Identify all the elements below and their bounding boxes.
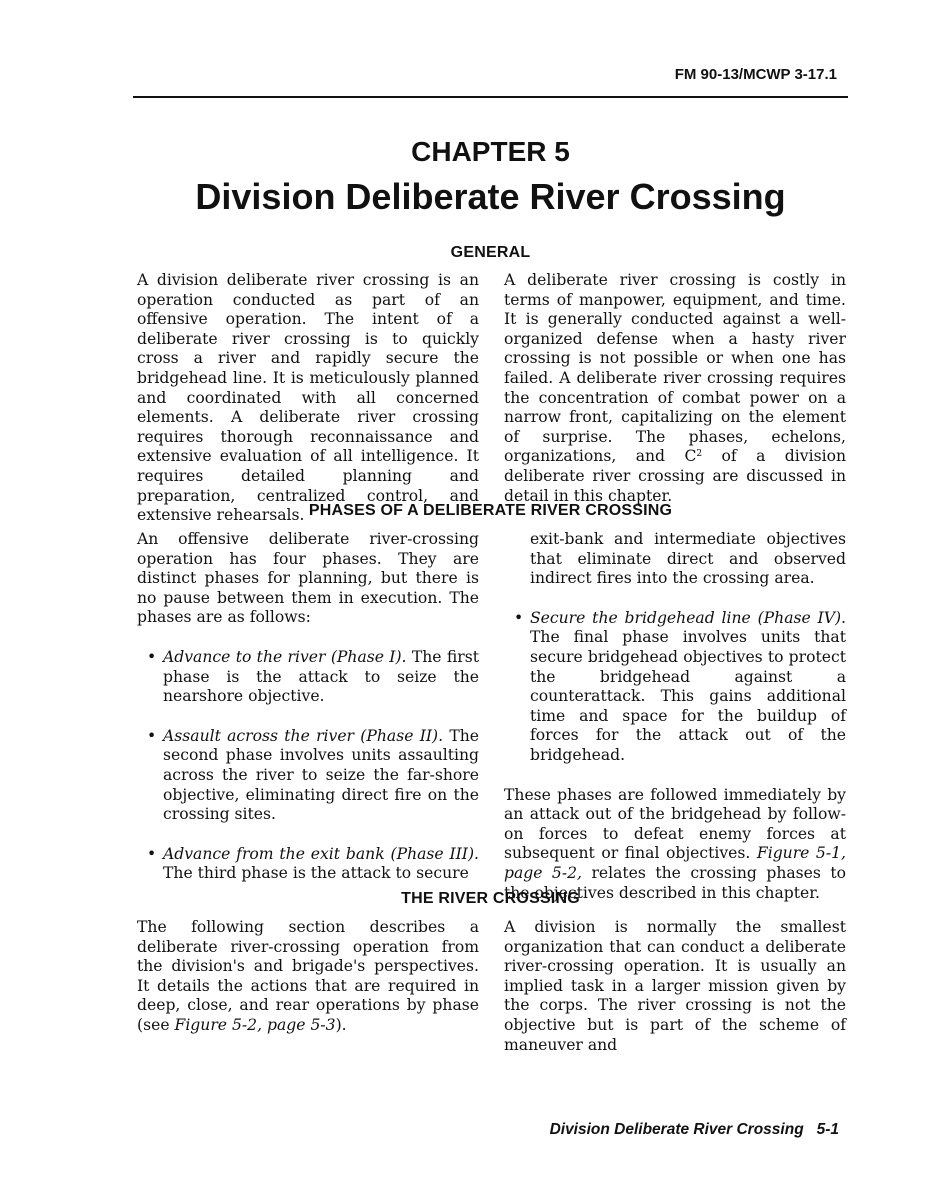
section-heading-phases: PHASES OF A DELIBERATE RIVER CROSSING — [308, 502, 673, 519]
phases-list — [137, 648, 479, 884]
bullet-icon: • — [514, 608, 524, 627]
river-left-column — [137, 918, 479, 1036]
chapter-title: Division Deliberate River Crossing — [195, 176, 786, 217]
phases-right-column — [504, 530, 846, 903]
footer-title: Division Deliberate River Crossing — [549, 1121, 804, 1138]
phase-3-continued: exit-bank and intermediate objectives that eliminate direct and observed indirect fires into the crossing area. — [530, 530, 846, 588]
c2-superscript: 2 — [696, 449, 703, 460]
chapter-label: CHAPTER 5 — [411, 136, 570, 167]
phases-closing-paragraph: These phases are followed immediately by an attack out of the bridgehead by follow-on forces to defeat enemy forces at subsequent or final objectives. Figure 5-1, page 5-2, relates the crossing phases to the objectives described in this chapter. — [504, 785, 846, 902]
bullet-icon: • — [147, 647, 157, 666]
list-item-phase-3: • Advance from the exit bank (Phase III). The third phase is the attack to secure — [147, 844, 479, 883]
figure-reference: Figure 5-1, page 5-2, — [504, 844, 846, 882]
page-number: 5-1 — [816, 1121, 839, 1138]
figure-reference: Figure 5-2, page 5-3 — [174, 1015, 336, 1034]
river-right-paragraph: A division is normally the smallest organization that can conduct a deliberate river-crossing operation. It is usually an implied task in a larger mission given by the corps. The river crossing is not the objective but is part of the scheme of maneuver and — [504, 918, 846, 1054]
phases-left-column — [137, 530, 479, 884]
list-item-phase-1: • Advance to the river (Phase I). The first phase is the attack to seize the nearshore objective. — [147, 647, 479, 706]
phases-intro: An offensive deliberate river-crossing operation has four phases. They are distinct phases for planning, but there is no pause between them in execution. The phases are as follows: — [137, 530, 479, 627]
general-right-paragraph: A deliberate river crossing is costly in terms of manpower, equipment, and time. It is generally conducted against a well-organized defense when a hasty river crossing is not possible or when one has failed. A deliberate river crossing requires the concentration of combat power on a narrow front, capitalizing on the element of surprise. The phases, echelons, organizations, and $C^2$ of a division deliberate river crossing are discussed in detail in this chapter. — [504, 271, 846, 505]
section-heading-river-crossing: THE RIVER CROSSING — [401, 890, 580, 907]
list-item-phase-2: • Assault across the river (Phase II). The second phase involves units assaulting across the river to seize the far-shore objective, eliminating direct fire on the crossing sites. — [147, 726, 480, 824]
phases-list-cont — [504, 609, 846, 766]
bullet-icon: • — [147, 844, 157, 863]
bullet-icon: • — [147, 726, 157, 745]
header-rule — [133, 96, 848, 98]
river-right-column — [504, 918, 846, 1055]
document-id: FM 90-13/MCWP 3-17.1 — [674, 66, 837, 83]
page-footer — [550, 1121, 839, 1139]
section-heading-general: GENERAL — [450, 244, 531, 261]
river-left-paragraph: The following section describes a deliberate river-crossing operation from the division's and brigade's perspectives. It details the actions that are required in deep, close, and rear operations by phase (see Figure 5-2, page 5-3). — [137, 918, 479, 1034]
general-right-column — [504, 271, 846, 506]
general-left-column — [137, 271, 479, 526]
list-item-phase-4: • Secure the bridgehead line (Phase IV). The final phase involves units that secure bridgehead objectives to protect the bridgehead against a counterattack. This gains additional time and space for the buildup of forces for the attack out of the bridgehead. — [514, 608, 846, 764]
general-left-paragraph: A division deliberate river crossing is an operation conducted as part of an offensive operation. The intent of a deliberate river crossing is to quickly cross a river and rapidly secure the bridgehead line. It is meticulously planned and coordinated with all concerned elements. A deliberate river crossing requires thorough reconnaissance and extensive evaluation of all intelligence. It requires detailed planning and preparation, centralized control, and extensive rehearsals. — [137, 271, 479, 525]
